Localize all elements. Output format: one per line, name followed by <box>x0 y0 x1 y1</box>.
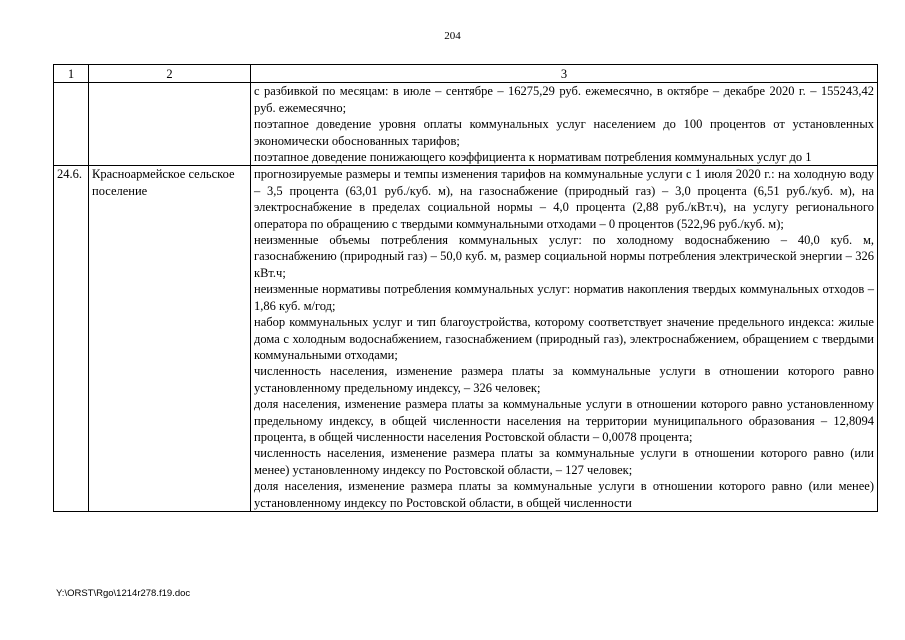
column-header-1: 1 <box>54 65 89 83</box>
column-header-2: 2 <box>89 65 251 83</box>
content-paragraph: с разбивкой по месяцам: в июле – сентябре – 16275,29 руб. ежемесячно, в октябре – декабре 2020 г. – 155243,42 руб. ежемесячно; <box>254 84 874 115</box>
content-paragraph: неизменные объемы потребления коммунальных услуг: по холодному водоснабжению – 40,0 куб. м, газоснабжению (природный газ) – 50,0 куб. м, размер социальной нормы потребления электрической энергии – 326 кВт.ч; <box>254 233 874 280</box>
content-cell <box>251 83 878 166</box>
content-paragraph: доля населения, изменение размера платы за коммунальные услуги в отношении которого равно (или менее) установленному индексу по Ростовской области, в общей численности <box>254 479 874 510</box>
table-header-row <box>54 65 878 83</box>
table-row <box>54 166 878 512</box>
settlement-name-cell <box>89 83 251 166</box>
content-paragraph: доля населения, изменение размера платы за коммунальные услуги в отношении которого равно установленному предельному индексу, в общей численности населения на территории муниципального образования – 12,8094 процента, в общей численности населения Ростовской области – 0,0078 процента; <box>254 397 874 444</box>
document-table <box>53 64 878 512</box>
row-number-cell: 24.6. <box>54 166 89 512</box>
row-number-cell <box>54 83 89 166</box>
table-row <box>54 83 878 166</box>
column-header-3: 3 <box>251 65 878 83</box>
content-paragraph: численность населения, изменение размера платы за коммунальные услуги в отношении которого равно (или менее) установленному индексу по Ростовской области, – 127 человек; <box>254 446 874 477</box>
settlement-name-cell: Красноармейское сельское поселение <box>89 166 251 512</box>
content-paragraph: прогнозируемые размеры и темпы изменения тарифов на коммунальные услуги с 1 июля 2020 г.: на холодную воду – 3,5 процента (63,01 руб./куб. м), на газоснабжение (природный газ) – 3,0 процента (6,51 руб./куб. м), на электроснабжение в пределах социальной нормы – 4,0 процента (2,88 руб./кВт.ч), на услугу регионального оператора по обращению с твердыми коммунальными отходами – 0 процентов (522,96 руб./куб. м); <box>254 167 874 231</box>
page-number: 204 <box>444 30 461 42</box>
content-cell <box>251 166 878 512</box>
content-paragraph: неизменные нормативы потребления коммунальных услуг: норматив накопления твердых коммунальных отходов – 1,86 куб. м/год; <box>254 282 874 313</box>
content-paragraph: набор коммунальных услуг и тип благоустройства, которому соответствует значение предельного индекса: жилые дома с холодным водоснабжением, газоснабжением (природный газ), электроснабжением, обращением с твердыми коммунальными отходами; <box>254 315 874 362</box>
content-paragraph: поэтапное доведение уровня оплаты коммунальных услуг населением до 100 процентов от установленных экономически обоснованных тарифов; <box>254 117 874 148</box>
file-path-footer: Y:\ORST\Rgo\1214r278.f19.doc <box>56 588 191 599</box>
content-paragraph: численность населения, изменение размера платы за коммунальные услуги в отношении которого равно установленному предельному индексу, – 326 человек; <box>254 364 874 395</box>
content-paragraph: поэтапное доведение понижающего коэффициента к нормативам потребления коммунальных услуг до 1 <box>254 150 812 165</box>
